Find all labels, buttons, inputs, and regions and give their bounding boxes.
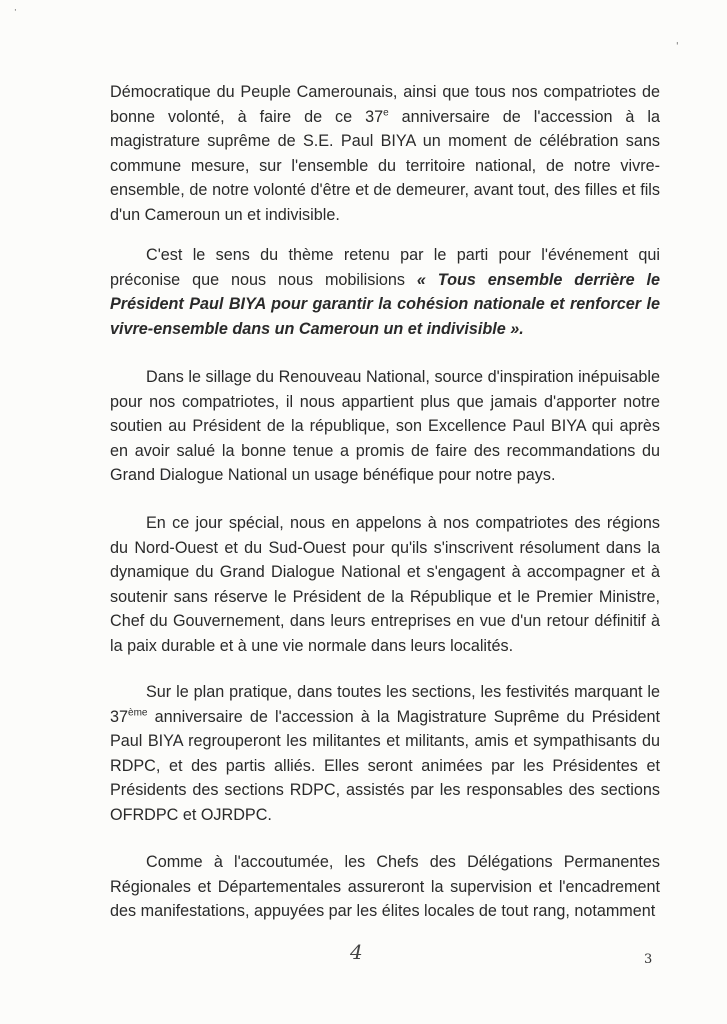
paragraph-6: Comme à l'accoutumée, les Chefs des Délégations Permanentes Régionales et Départementales assureront la supervision et l'encadrement des manifestations, appuyées par les élites locales de tout rang, notamment (110, 853, 660, 920)
page-number: 3 (644, 952, 653, 967)
campaign-slogan: « Tous ensemble derrière le Président Paul BIYA pour garantir la cohésion nationale et renforcer le vivre-ensemble dans un Cameroun un et indivisible ». (110, 270, 660, 338)
paragraph-2: C'est le sens du thème retenu par le parti pour l'événement qui préconise que nous nous mobilisions « Tous ensemble derrière le Président Paul BIYA pour garantir la cohésion nationale et renforcer le vivre-ensemble dans un Cameroun un et indivisible ». (110, 246, 660, 338)
paragraph-4: En ce jour spécial, nous en appelons à nos compatriotes des régions du Nord-Ouest et du Sud-Ouest pour qu'ils s'inscrivent résolument dans la dynamique du Grand Dialogue National et s'engagent à accompagner et à soutenir sans réserve le Président de la République et le Premier Ministre, Chef du Gouvernement, dans leurs entreprises en vue d'un retour définitif à la paix durable et à une vie normale dans leurs localités. (110, 514, 660, 655)
scan-speck: · (14, 6, 17, 16)
handwritten-initial: 4 (350, 940, 363, 964)
paragraph-5: Sur le plan pratique, dans toutes les sections, les festivités marquant le 37ème anniversaire de l'accession à la Magistrature Suprême du Président Paul BIYA regrouperont les militantes et militants, amis et sympathisants du RDPC, et des partis alliés. Elles seront animées par les Présidentes et Présidents des sections RDPC, assistés par les responsables des sections OFRDPC et OJRDPC. (110, 683, 660, 824)
paragraph-1: Démocratique du Peuple Camerounais, ainsi que tous nos compatriotes de bonne volonté, à faire de ce 37e anniversaire de l'accession à la magistrature suprême de S.E. Paul BIYA un moment de célébration sans commune mesure, sur l'ensemble du territoire national, de notre vivre-ensemble, de notre volonté d'être et de demeurer, avant tout, des filles et fils d'un Cameroun un et indivisible. (110, 83, 660, 224)
paragraph-3: Dans le sillage du Renouveau National, source d'inspiration inépuisable pour nos compatriotes, il nous appartient plus que jamais d'apporter notre soutien au Président de la république, son Excellence Paul BIYA qui après en avoir salué la bonne tenue a promis de faire des recommandations du Grand Dialogue National un usage bénéfique pour notre pays. (110, 368, 660, 484)
scan-speck: ' (676, 42, 679, 52)
